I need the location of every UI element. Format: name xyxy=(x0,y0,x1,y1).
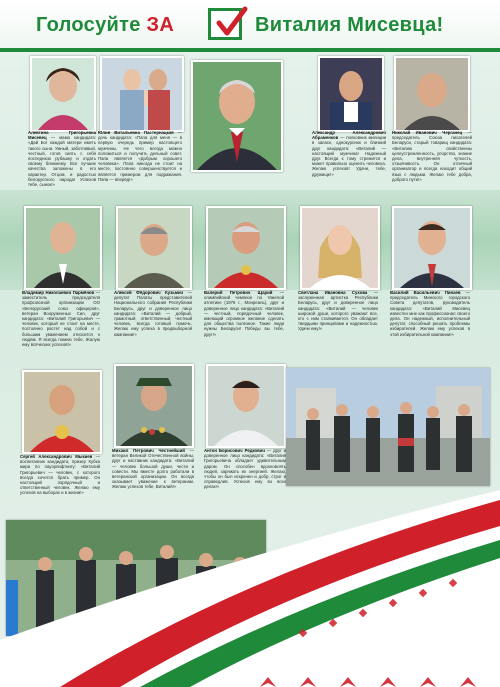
decor-swoosh xyxy=(0,430,500,687)
card-name: Владимир Николаевич Пармёнов xyxy=(22,290,95,295)
card-shchary-caption: Валерий Петрович Щарий — олимпийский чемпион по тяжелой атлетике (1976 г., Монреаль), друг и доверенное лицо кандидата: «Виталий — честный, порядочный человек, имеющий огромное желание сделать для общества полезное. Такие люди нужны Беларуси! Победы вы тебе, друг!» xyxy=(204,290,284,337)
check-icon xyxy=(208,8,242,40)
card-name: Антон Борисович Редкович xyxy=(204,448,265,453)
title-left: Голосуйте ЗА xyxy=(36,14,175,36)
card-name: Светлана Ивановна Сухова xyxy=(298,290,368,295)
card-cherganets-caption: Николай Иванович Черганец — председатель Союза писателей Беларуси, старый товарищ кандидата: «Виталию свойственны целеустремленность, упорство, знание дела, внутренняя чуткость, отзывчивость. Он отличный организатор и всегда находит общий язык с людьми. Желаю тебе добра, доброго пути!» xyxy=(392,130,472,182)
photo-daughter xyxy=(100,56,184,132)
title-za: ЗА xyxy=(146,14,175,36)
card-mother-caption: Алевтина Григорьевна Мисевец — мама кандидата: «Дай Бог каждой матери иметь такого сына. Умный, заботливый, честный, готов сиять с себя последнюю рубашку и отдать своему ближнему. Все лучшие качества заложены в его характер. Отцом, и радостью белорусского народа! Успехов тебе, сынок!» xyxy=(28,130,97,188)
card-kuzmich-caption: Алексей Фёдорович Кузьмич — депутат Палаты представителей Национального собрания Республики Беларусь, друг и доверенное лицо кандидата: «Виталий — добрый, грамотный, ответственный, честный человек, всегда готовый помочь. Желаю ему успеха в предвыборной кампании!» xyxy=(114,290,193,337)
header-banner xyxy=(0,0,500,48)
card-abramenkov-caption: Александр Александрович Абраменков — полковник милиции в запасе, однокурсник и близкий друг кандидата: «Виталий — настоящий мужчина! Надежный друг. Всегда к тому стремится и может правильно оценить человека. Желаю успехов! Удачи, тебе, дружище!» xyxy=(312,130,387,177)
card-daughter-caption: Юлия Витальевна Пастернацкая — дочь кандидата: «Папа для меня — в первую очередь пример настоящего мужчины. Не чего всегда можно положиться и получить дельный совет. Папа является «Добрым хорошего человека». Папа никогда не стоит на месте, постоянно совершенствуется и является примером для подражания. Папа — вперёд!» xyxy=(98,130,183,182)
card-name: Михаил Петрович Честнейший xyxy=(112,448,185,453)
card-name: Валерий Петрович Щарий xyxy=(204,290,273,295)
photo-candidate xyxy=(191,60,283,172)
card-name: Алевтина Григорьевна Мисевец xyxy=(28,130,96,141)
card-name: Юлия Витальевна Пастернацкая xyxy=(98,130,174,135)
card-name: Александр Александрович Абраменков xyxy=(312,130,386,141)
card-chestneyshy-caption: Михаил Петрович Честнейший — ветеран Великой Отечественной войны, друг и наставник кандидата: «Виталий — человек большой души, чести и совести. Мы вместе долго работали в ветеранской организации. Он всегда оказывает уважение к ветеранам. Желаю успехов тебе, Виталий!» xyxy=(112,448,194,490)
photo-cherganets xyxy=(394,56,470,132)
card-name: Василий Васильевич Пинаев xyxy=(390,290,461,295)
card-name: Алексей Фёдорович Кузьмич xyxy=(114,290,184,295)
photo-parmenov xyxy=(24,206,102,290)
photo-mother xyxy=(30,56,96,132)
card-redkovich-caption: Антон Борисович Редкович — друг и доверенное лицо кандидата: «Виталия Григорьевича обладает удивительным даром. Он способен вдохновлять людей, заряжать их энергией. Желаю, чтобы он был искренен и добр, строг и справедлив. Успехов ему во всех делах!» xyxy=(204,448,287,490)
card-mykiev-caption: Сергей Александрович Мыкиев — воспитанник кандидата, призер Кубка мира по пауэрлифтингу: «Виталий Григорьевич — человек, с которого всегда хочется брать пример. Он настоящий порядочный и ответственный человек. Желаю ему успехов на выборах и в жизни!» xyxy=(20,454,101,496)
photo-pinaev xyxy=(392,206,472,290)
card-pinaev-caption: Василий Васильевич Пинаев — председатель Минского городского Совета депутатов, руководитель кандидата: «Виталий Мисевец известен мне как профессионал своего дела. Он надежный, исполнительный депутат, способный решать проблемы избирателей. Желаю ему успехов в этой избирательной кампании!» xyxy=(390,290,470,337)
card-name: Николай Иванович Черганец xyxy=(392,130,463,135)
card-name: Сергей Александрович Мыкиев xyxy=(20,454,93,459)
photo-sukhova xyxy=(300,206,380,290)
card-sukhova-caption: Светлана Ивановна Сухова — заслуженная артистка Республики Беларусь, друг и доверенное лицо кандидата: «Виталий — человек широкой души, которого уважают все, кто с ним сталкивается. Он обладает твердыми принципами и надежностью. Удачи ему!» xyxy=(298,290,378,332)
decor-stripe xyxy=(0,48,500,52)
title-right: Виталия Мисевца! xyxy=(255,14,444,36)
photo-kuzmich xyxy=(116,206,192,290)
card-parmenov-caption: Владимир Николаевич Пармёнов — заместитель председателя профсоюзной организации ОО «Белорусский союз офицеров», ветеран Вооруженных Сил, друг кандидата: «Виталий Григорьевич — человек, который не стоит на месте, постоянно растет над собой и с большим уважением относится к людям. Я всегда помню тебе, Жалую ему всяческих успехов!» xyxy=(22,290,100,348)
photo-abramenkov xyxy=(318,56,384,132)
photo-shchary xyxy=(206,206,286,290)
